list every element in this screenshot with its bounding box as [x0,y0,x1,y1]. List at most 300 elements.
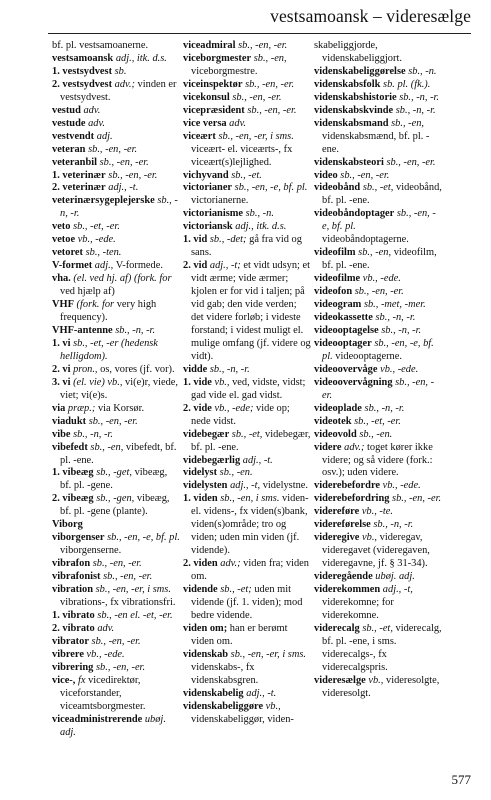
grammar-note: sb., -en, -e, bf. pl. [234,182,308,194]
headword: 1. vestsydvest [52,65,113,77]
definition-text: ved hjælp af) [60,286,115,298]
dictionary-entry [52,649,180,662]
grammar-note: sb., -en, -e, bf. pl. [322,337,434,362]
headword: victoriansk [183,221,233,233]
dictionary-entry [314,105,442,118]
dictionary-entry [183,234,311,260]
definition-text: skabeliggjorde, videnskabeliggjort. [314,40,402,64]
grammar-note: adj., -t, [230,480,261,492]
headword: 2. vibeæg [52,493,94,505]
definition-text: videnskabs-, fx videnskabsgren. [191,661,259,686]
dictionary-entry [52,170,180,183]
grammar-note: sb., -en, -er, i sms. [218,130,294,142]
grammar-note: pron., [73,363,98,375]
headword: via [52,402,66,414]
headword: viceborgmester [183,52,252,64]
headword: videoovervågning [314,376,393,388]
dictionary-entry [314,92,442,105]
dictionary-entry [52,325,180,338]
headword: videlysten [183,480,228,492]
dictionary-entry [314,286,442,299]
dictionary-entry [183,558,311,584]
grammar-note: vb., [214,376,230,388]
dictionary-entry [52,182,180,195]
headword: 2. vibrato [52,622,95,634]
dictionary-entry [314,364,442,377]
dictionary-entry [183,584,311,623]
dictionary-entry [52,571,180,584]
grammar-note: adj., itk. d.s. [235,221,287,233]
headword: 2. vide [183,402,212,414]
dictionary-entry [314,157,442,170]
definition-text: et vidt udsyn; et vidt ærme; vide ærmer; kjolen er for vid i taljen; på vid gab; den vide verden; det videre forløb; i videste forstand; i videst muligt el. mulige omfang (jf. videre og vidt). [191,260,311,362]
dictionary-entry [183,688,311,701]
definition-text: V-formede. [115,260,163,272]
dictionary-column-left [52,40,180,739]
headword: videlyst [183,467,218,479]
grammar-note: sb., -en, [358,247,392,259]
dictionary-entry [52,416,180,429]
dictionary-entry [314,377,442,403]
headword: 2. viden [183,558,218,570]
headword: video [314,169,338,181]
grammar-note: sb., -en, -er. [92,558,142,570]
headword: vidde [183,363,208,375]
dictionary-entry [314,118,442,157]
grammar-note: vb., -ede. [77,234,116,246]
definition-text: vibrations-, fx vibrationsfri. [60,596,176,608]
headword: vibrering [52,661,94,673]
grammar-note: sb., -en, -er. [340,169,390,181]
headword: viderebefordre [314,480,380,492]
dictionary-entry [52,118,180,131]
dictionary-entry [52,714,180,740]
grammar-note: vb., -ede. [362,273,401,285]
dictionary-entry [52,195,180,221]
definition-text: bf. pl. vestsamoanerne. [52,40,149,51]
headword: videre [314,441,342,453]
dictionary-entry [314,170,442,183]
grammar-note: sb., -n, -r. [373,519,414,531]
dictionary-entry [314,247,442,273]
headword: vichyvand [183,169,229,181]
definition-text: videnskabsmænd, bf. pl. -ene. [322,130,430,155]
grammar-note: sb. [114,65,127,77]
definition-text: vibeæg, bf. pl. -gene. [60,467,168,492]
definition-text: via Korsør. [97,402,145,414]
dictionary-entry [183,53,311,79]
grammar-note: ubøj. adj. [60,713,166,738]
grammar-note: sb., -en, -e, bf. pl. [322,208,436,233]
grammar-note: sb., -en, -e, bf. pl. [107,532,180,544]
headword: videovold [314,428,357,440]
dictionary-entry [183,364,311,377]
grammar-note: sb., -en, [391,117,425,129]
dictionary-entry [52,558,180,571]
headword: VHF-antenne [52,324,113,336]
grammar-note: sb., -ten. [85,247,122,259]
dictionary-entry [52,157,180,170]
dictionary-entry [52,429,180,442]
dictionary-entry [183,377,311,403]
headword: 1. vide [183,376,212,388]
dictionary-entry [52,675,180,714]
grammar-note: (el. ved hj. af) (fork. for [73,273,172,285]
dictionary-entry [52,467,180,493]
headword: 3. vi [52,376,71,388]
headword: viderebefordring [314,493,390,505]
headword: videnskab [183,648,229,660]
dictionary-entry [52,79,180,105]
headword: vetoret [52,247,83,259]
grammar-note: sb., -et, [362,622,393,634]
headword: videooptagelse [314,324,379,336]
dictionary-entry [183,105,311,118]
headword: videokassette [314,312,373,324]
dictionary-entry [314,675,442,701]
grammar-note: sb., -n, -r. [399,91,440,103]
headword: veteran [52,143,86,155]
definition-text: han er berømt viden om. [191,622,288,647]
definition-text: gå fra vid og sans. [191,234,302,259]
grammar-note: sb., -et, -er (hedensk helligdom). [60,337,158,362]
headword: victorianer [183,182,233,194]
definition-text: viderесalg, bf. pl. -ene, i sms. viderесalgs-, fx viderесalgspris. [322,622,442,673]
definition-text: viderekomne; for viderekomne. [322,596,394,621]
dictionary-entry [52,299,180,325]
dictionary-entry [183,480,311,493]
grammar-note: adj., -t. [242,454,273,466]
definition-text: vibeæg, bf. pl. -gene (plante). [60,493,170,518]
grammar-note: sb., -en, -er. [95,661,146,673]
grammar-note: sb., -et. [231,169,262,181]
headword: vice-, [52,674,76,686]
headword: viceinspektør [183,78,243,90]
dictionary-entry [314,584,442,623]
headword: vestvendt [52,130,95,142]
grammar-note: adj., -t. [246,687,277,699]
headword: 1. veterinær [52,169,106,181]
grammar-note: sb., -n, -r. [364,402,405,414]
grammar-note: præp.; [67,402,96,414]
dictionary-entry [52,364,180,377]
headword: vicepræsident [183,104,245,116]
grammar-note: sb., -en, -er. [108,169,158,181]
grammar-note: sb., -en, -er. [354,286,404,298]
headword: 1. vibeæg [52,467,94,479]
headword: 2. vestsydvest [52,78,113,90]
dictionary-entry [52,40,180,53]
grammar-note: sb., -n, -r. [395,104,436,116]
dictionary-entry [314,338,442,364]
grammar-note: sb., -et, [231,428,263,440]
dictionary-entry [183,493,311,558]
dictionary-entry [183,182,311,208]
dictionary-entry [183,208,311,221]
headword: viderekommen [314,584,381,596]
definition-text: viborgenserne. [60,545,122,557]
dictionary-entry [183,623,311,649]
grammar-note: sb., -gen, [96,493,135,505]
definition-text: videofilm, bf. pl. -ene. [322,247,437,272]
grammar-note: sb., -n, -r. [209,363,250,375]
headword: videresælge [314,674,366,686]
headword: videregive [314,532,360,544]
grammar-note: sb., -en, -er. [91,635,141,647]
definition-text: videresolgte, videresolgt. [322,674,440,699]
definition-text: videooptagerne. [335,350,402,362]
dictionary-entry [52,260,180,273]
definition-text: vibefedt, bf. pl. -ene. [60,441,177,466]
grammar-note: sb. pl. (fk.). [383,78,431,90]
headword: videnskabeliggørelse [314,65,406,77]
dictionary-entry [183,429,311,455]
definition-text: videbegær, bf. pl. -ene. [191,428,311,453]
headword: vha. [52,273,71,285]
headword: viden om; [183,622,228,634]
definition-text: victorianerne. [191,195,249,207]
dictionary-entry [52,623,180,636]
dictionary-entry [314,442,442,481]
dictionary-entry [52,221,180,234]
grammar-note: adv. [83,104,101,116]
dictionary-entry [314,273,442,286]
grammar-note: sb., -n, -r. [381,324,422,336]
dictionary-entry [52,66,180,79]
definition-text: ved, vidste, vidst; gad vide el. gad vidst. [191,376,306,401]
headword: vibrere [52,648,84,660]
grammar-note: adj. [96,130,113,142]
grammar-note: sb., -en, -er. [245,78,295,90]
grammar-note: sb., -et, -er. [73,221,120,233]
headword: videofon [314,286,353,298]
dictionary-entry [52,338,180,364]
dictionary-entry [52,532,180,558]
dictionary-entry [314,312,442,325]
headword: videnskabsfolk [314,78,381,90]
headword: videreførelse [314,519,371,531]
dictionary-entry [314,79,442,92]
headword: 2. vi [52,363,71,375]
dictionary-entry [314,403,442,416]
grammar-note: vb., -ede. [380,363,419,375]
definition-text: viden fra; viden om. [191,558,309,583]
grammar-note: adj., itk. d.s. [115,52,167,64]
grammar-note: sb., -n. [245,208,274,220]
dictionary-entry [314,519,442,532]
headword: videnskabeliggøre [183,700,264,712]
dictionary-entry [314,208,442,247]
headword: vidende [183,584,218,596]
headword: vicekonsul [183,91,230,103]
headword: vibrafonist [52,571,101,583]
headword: viceært [183,130,216,142]
grammar-note: (el. vie) vb., [73,376,123,388]
headword: viborgenser [52,532,105,544]
headword: videnskabsteori [314,156,384,168]
dictionary-entry [52,144,180,157]
grammar-note: (fork. for [76,299,115,311]
grammar-note: adv. [229,117,247,129]
grammar-note: sb., -en, -er. [99,156,149,168]
definition-text: viceært- el. viceærts-, fx viceært(s)lejlighed. [191,143,293,168]
headword: 1. viden [183,493,218,505]
headword: vibration [52,584,93,596]
grammar-note: sb., -en, -er. [247,104,297,116]
headword: videreføre [314,506,360,518]
headword: victorianisme [183,208,244,220]
definition-text: videnskabeliggør, viden- [191,713,294,725]
dictionary-entry [183,131,311,170]
headword: 1. vi [52,337,71,349]
headword: videbegærlig [183,454,241,466]
headword: videoovervåge [314,363,378,375]
dictionary-entry [52,53,180,66]
grammar-note: sb., -en, [90,441,124,453]
dictionary-entry [314,325,442,338]
dictionary-entry [52,131,180,144]
definition-text: videregav, videregavet (videregaven, videregavne, jf. § 31-34). [322,532,430,570]
headword: videnskabelig [183,687,244,699]
dictionary-entry [314,182,442,208]
definition-text: viden- el. videns-, fx viden(s)bank, viden(s)område; tro og viden; uden min viden (jf. vidende). [191,493,309,557]
dictionary-entry [314,623,442,675]
dictionary-entry [52,247,180,260]
grammar-note: sb., -en, -er, i sms. [230,648,306,660]
headword: videnskabshistorie [314,91,397,103]
headword: vibe [52,428,71,440]
dictionary-entry [52,519,180,532]
dictionary-entry [52,584,180,610]
headword: 2. vid [183,260,208,272]
headword: videobåndoptager [314,208,395,220]
running-header: vestsamoansk – videresælge [270,6,471,26]
grammar-note: adj., -t, [382,584,413,596]
dictionary-entry [52,662,180,675]
definition-text: vinden er vestsydvest. [60,78,177,103]
headword: videbegær [183,428,230,440]
headword: viceadministrerende [52,713,143,725]
dictionary-entry [183,118,311,131]
grammar-note: adj., -t; [209,260,241,272]
dictionary-entry [314,506,442,519]
dictionary-entry [52,403,180,416]
dictionary-entry [314,532,442,571]
grammar-note: sb., -en, -er. [103,571,153,583]
dictionary-entry [183,92,311,105]
header-rule [48,33,471,34]
headword: vibrafon [52,558,91,570]
grammar-note: sb., -en, -er. [238,40,288,51]
dictionary-entry [183,649,311,688]
dictionary-entry [314,416,442,429]
grammar-note: sb., -en. [359,428,393,440]
grammar-note: adv.; [220,558,241,570]
dictionary-entry [52,636,180,649]
headword: videnskabsmand [314,117,389,129]
dictionary-entry [314,493,442,506]
grammar-note: sb., -n, -r. [60,195,178,220]
headword: Viborg [52,519,83,531]
grammar-note: sb., -en, i sms. [220,493,280,505]
dictionary-entry [314,299,442,312]
definition-text: very high frequency). [60,299,157,324]
dictionary-entry [314,66,442,79]
grammar-note: vb., -ede. [382,480,421,492]
dictionary-entry [183,170,311,183]
grammar-note: adv. [88,117,105,129]
headword: videobånd [314,182,361,194]
dictionary-entry [52,377,180,403]
grammar-note: sb., -n, -r. [115,324,156,336]
definition-text: uden mit vidende (jf. 1. viden); mod bedre vidende. [191,584,303,621]
headword: videooptager [314,337,372,349]
definition-text: viceborgmestre. [191,65,258,77]
dictionary-entry [314,480,442,493]
grammar-note: sb., -et, -er. [354,415,401,427]
grammar-note: sb., -en. [219,467,253,479]
dictionary-entry [52,105,180,118]
dictionary-entry [52,610,180,623]
dictionary-entry [52,234,180,247]
dictionary-entry [183,467,311,480]
definition-text: videlystne. [262,480,308,492]
grammar-note: vb., -te. [361,506,393,518]
headword: viderесalg [314,622,360,634]
grammar-note: vb., [368,674,384,686]
headword: veto [52,221,71,233]
headword: 1. vid [183,234,208,246]
grammar-note: sb., -en, -er. [232,91,282,103]
grammar-note: sb., -en, -er. [392,493,442,505]
headword: videogram [314,299,362,311]
grammar-note: sb., -n, -r. [375,312,416,324]
grammar-note: sb., -met, -mer. [363,299,426,311]
dictionary-entry [183,40,311,53]
dictionary-entry [314,40,442,66]
grammar-note: vb., -ede; [214,402,254,414]
headword: vestsamoansk [52,52,114,64]
headword: videoplade [314,402,362,414]
headword: videnskabskvinde [314,104,394,116]
definition-text: vi(e)r, viede, viet; vi(e)s. [60,376,178,401]
dictionary-entry [183,260,311,364]
grammar-note: vb., [265,700,281,712]
headword: 1. vibrato [52,609,95,621]
dictionary-entry [52,493,180,519]
grammar-note: sb., -det; [209,234,247,246]
grammar-note: vb., [362,532,378,544]
dictionary-column-middle [183,40,311,727]
headword: videotek [314,415,352,427]
page-number: 577 [451,772,471,787]
grammar-note: sb., -en el. -et, -er. [97,609,173,621]
dictionary-entry [183,403,311,429]
dictionary-entry [183,701,311,727]
dictionary-entry [183,79,311,92]
headword: vetoe [52,234,76,246]
grammar-note: sb., -en, -er. [88,143,138,155]
grammar-note: sb., -et; [220,584,252,596]
headword: vibrator [52,635,89,647]
grammar-note: sb., -en, -er. [322,376,435,401]
definition-text: videobåndoptagerne. [322,234,409,246]
headword: viceadmiral [183,40,236,51]
headword: VHF [52,299,74,311]
grammar-note: sb., -et, [362,182,394,194]
dictionary-entry [52,273,180,299]
dictionary-column-right [314,40,442,701]
